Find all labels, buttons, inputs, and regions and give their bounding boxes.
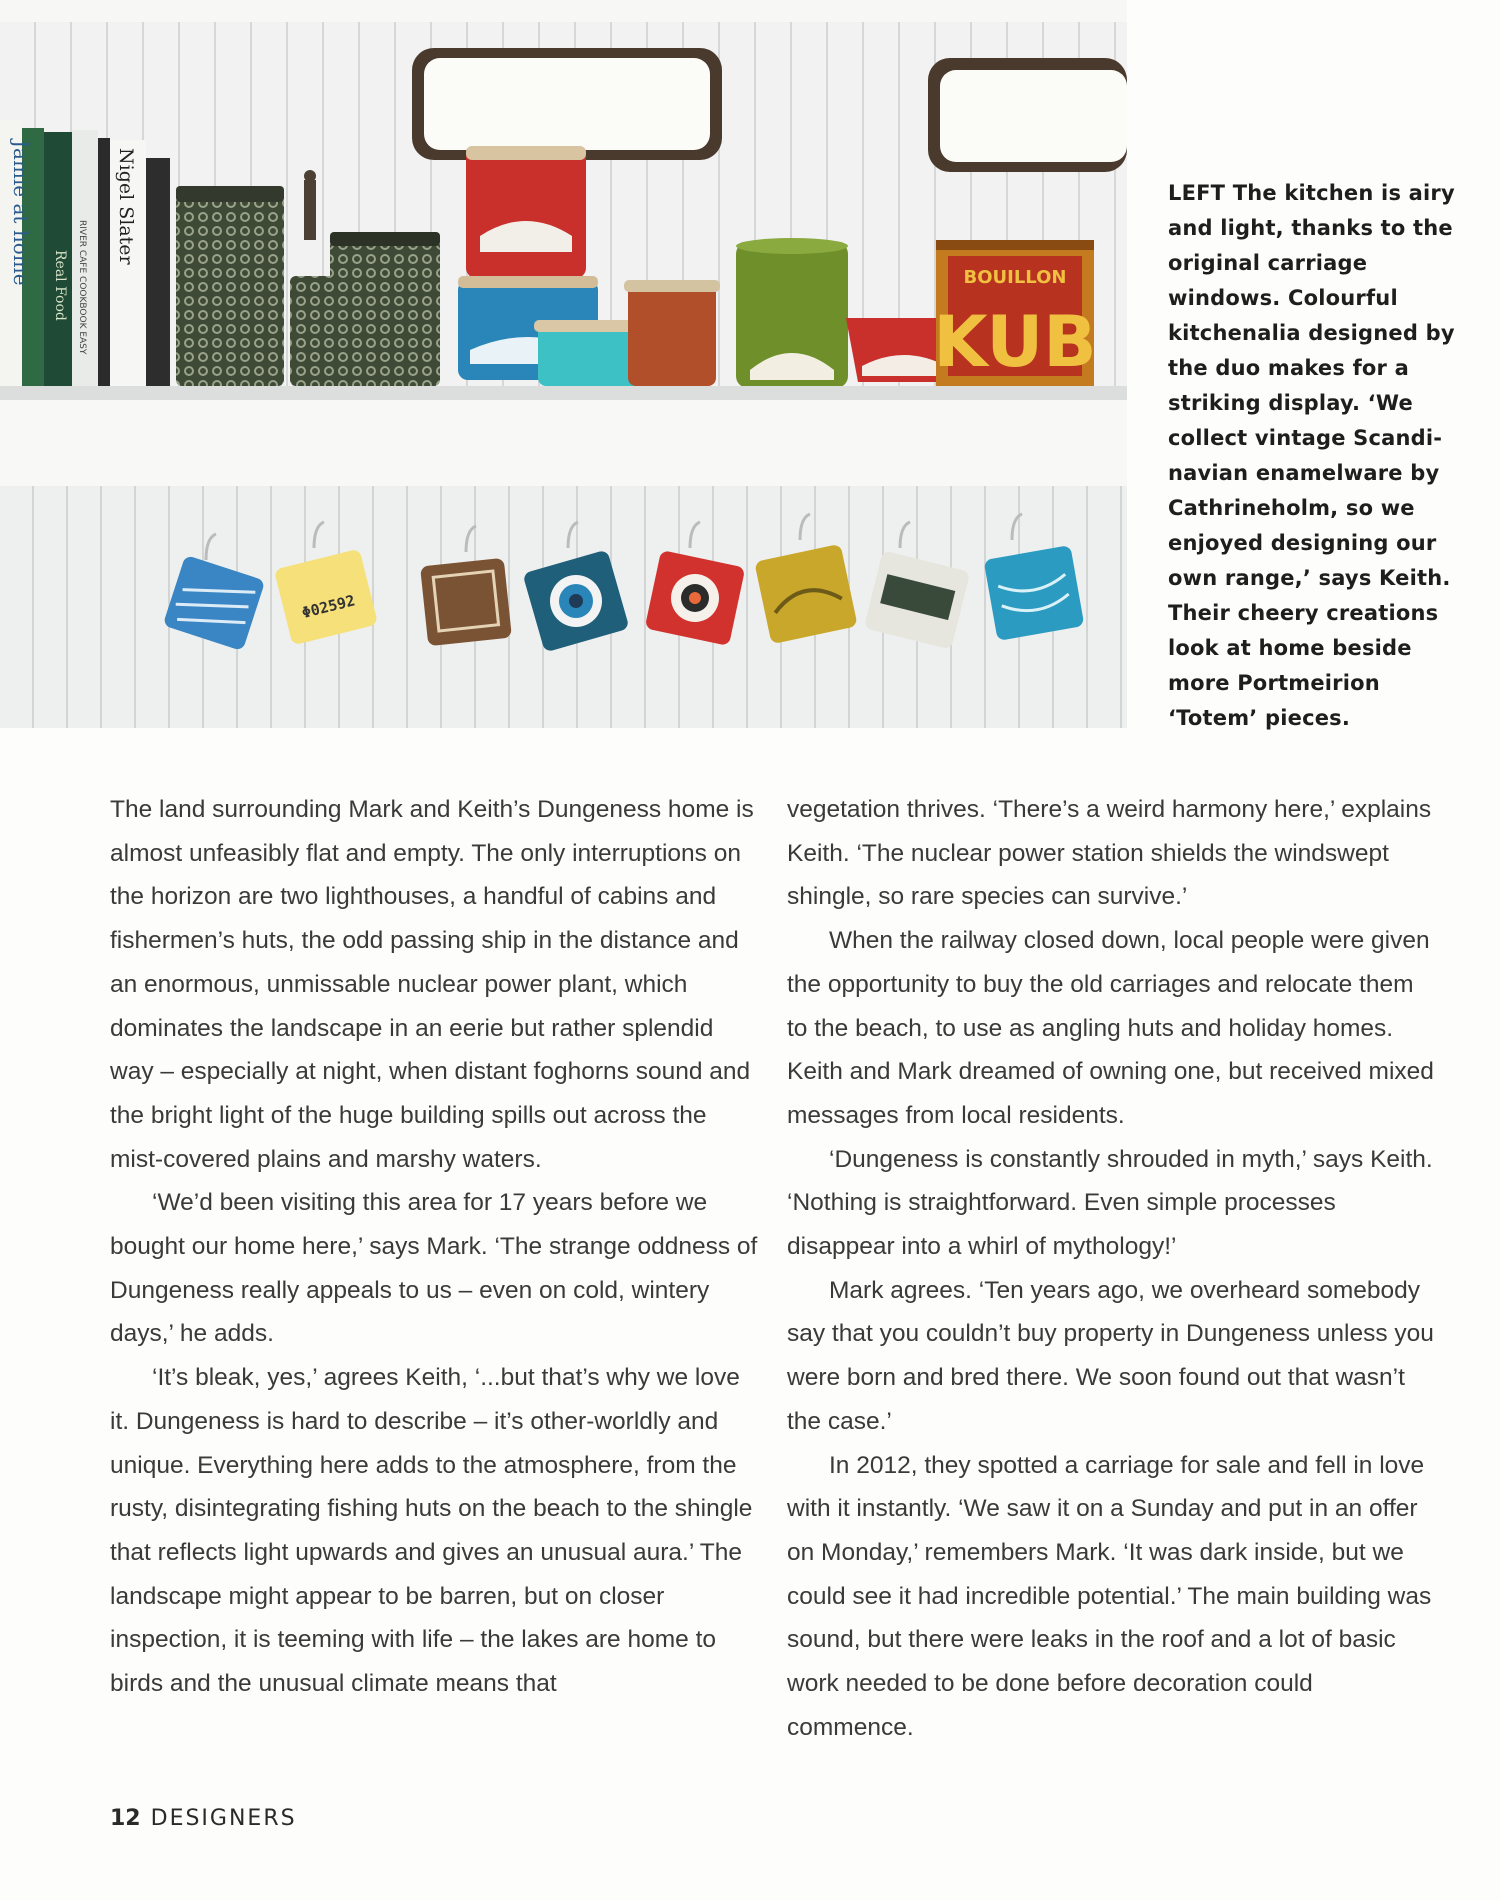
carriage-window-right — [928, 58, 1127, 172]
bouillon-tin — [933, 240, 1096, 386]
article-paragraph: ‘It’s bleak, yes,’ agrees Keith, ‘...but that’s why we love it. Dungeness is hard to describe – it’s other-worldly and unique. Everything here adds to the atmosphere, from the rusty, disintegrating fishing huts on the beach to the shingle that reflects light upwards and gives an unusual aura.’ The landscape might appear to be barren, but on closer inspection, it is teeming with life – the lakes are home to birds and the unusual climate means that — [110, 1364, 753, 1698]
page-folio — [110, 1806, 297, 1831]
article-paragraph: Mark agrees. ‘Ten years ago, we overheard somebody say that you couldn’t buy property in Dungeness unless you were born and bred there. We soon found out that wasn’t the case.’ — [787, 1276, 1434, 1435]
article-paragraph: ‘Dungeness is constantly shrouded in myth,’ says Keith. ‘Nothing is straightforward. Even simple processes disappear into a whirl of mythology!’ — [787, 1145, 1433, 1261]
tin-label-bouillon: BOUILLON — [963, 267, 1067, 288]
shelf-edge — [0, 386, 1127, 400]
article-paragraph: ‘We’d been visiting this area for 17 years before we bought our home here,’ says Mark. ‘The strange oddness of Dungeness really appeals to us – even on cold, wintery days,’ he adds. — [110, 1189, 758, 1348]
book-spine-real-food: Real Food — [52, 250, 68, 321]
section-name: DESIGNERS — [150, 1806, 297, 1831]
mug-number-label: Φ02592 — [299, 591, 357, 622]
kitchen-photo — [0, 0, 1127, 728]
article-column-left — [110, 788, 760, 1706]
article-paragraph: vegetation thrives. ‘There’s a weird harmony here,’ explains Keith. ‘The nuclear power station shields the windswept shingle, so rare species can survive.’ — [787, 796, 1432, 911]
book-spine-nigel-slater: Nigel Slater — [115, 148, 137, 265]
page-number: 12 — [110, 1806, 141, 1831]
article-paragraph: The land surrounding Mark and Keith’s Dungeness home is almost unfeasibly flat and empty. The only interruptions on the horizon are two lighthouses, a handful of cabins and fishermen’s huts, the odd passing ship in the distance and an enormous, unmissable nuclear power plant, which dominates the landscape in an eerie but rather splendid way – especially at night, when distant foghorns sound and the bright light of the huge building spills out across the mist-covered plains and marshy waters. — [110, 796, 754, 1173]
green-mug — [736, 238, 848, 388]
book-spine-river-cafe: RIVER CAFE COOKBOOK EASY — [77, 220, 87, 355]
carriage-window-left — [412, 48, 722, 160]
tin-label-kub: KUB — [933, 301, 1097, 383]
article-paragraph: In 2012, they spotted a carriage for sale and fell in love with it instantly. ‘We saw it on a Sunday and put in an offer on Monday,’ remembers Mark. ‘It was dark inside, but we could see it had incredible potential.’ The main building was sound, but there were leaks in the roof and a lot of basic work needed to be done before decoration could commence. — [787, 1451, 1432, 1741]
article-paragraph: When the railway closed down, local people were given the opportunity to buy the old carriages and relocate them to the beach, to use as angling huts and holiday homes. Keith and Mark dreamed of owning one, but received mixed messages from local residents. — [787, 927, 1434, 1129]
shelf-front — [0, 400, 1127, 486]
cookbooks — [0, 120, 170, 386]
article-column-right — [787, 788, 1437, 1749]
photo-caption: LEFT The kitchen is airy and light, thanks to the original carriage windows. Colourful kitchenalia designed by the duo makes for a striking display. ‘We collect vintage Scandi-navian enamelware by Cathrineholm, so we enjoyed designing our own range,’ says Keith. Their cheery creations look at home beside more Portmeirion ‘Totem’ pieces. — [1168, 181, 1455, 730]
book-spine-jamie: Jamie at home — [9, 140, 33, 286]
